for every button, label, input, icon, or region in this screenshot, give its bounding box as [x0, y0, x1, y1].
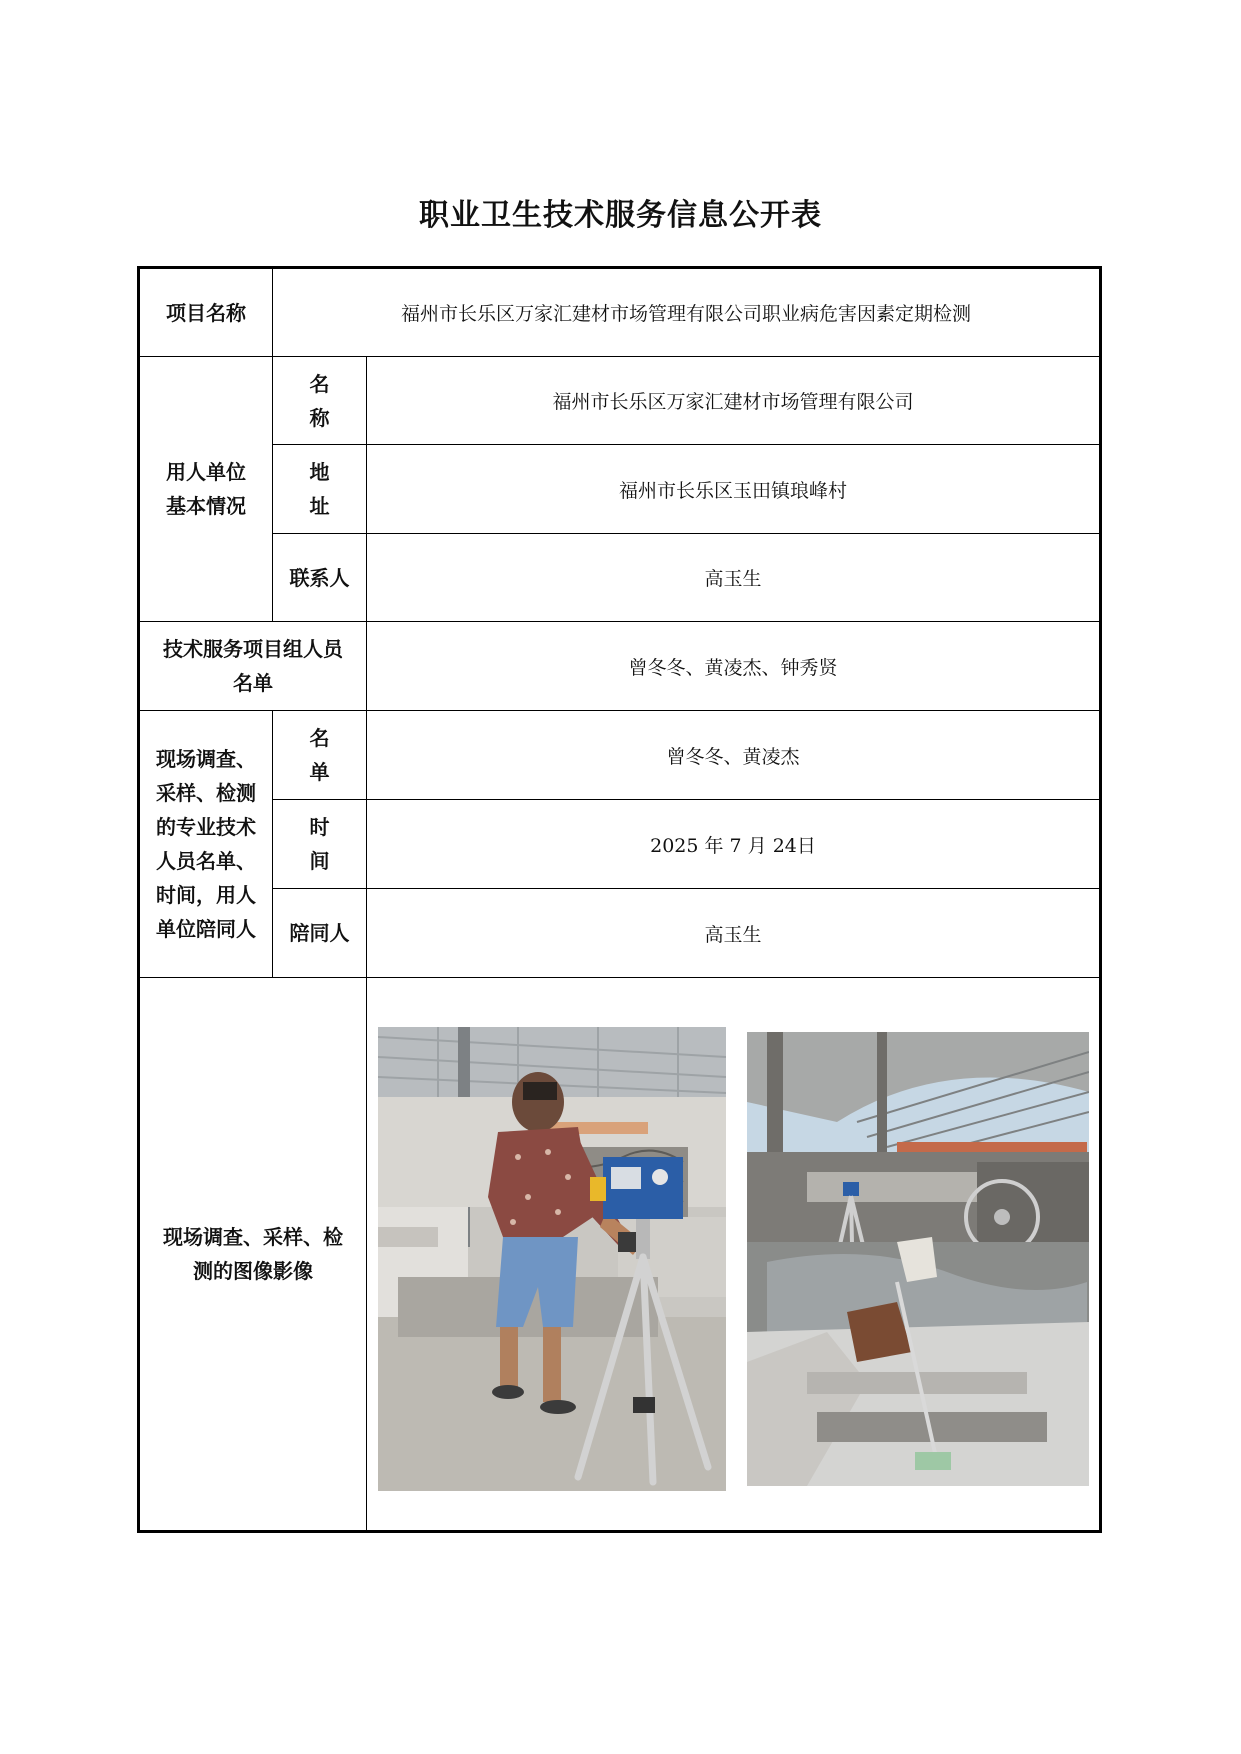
images-label-line2: 测的图像影像	[193, 1259, 313, 1283]
onsite-label-line: 时间，用人	[156, 883, 256, 907]
team-row	[139, 622, 1101, 711]
onsite-list-row	[139, 711, 1101, 800]
team-label	[139, 622, 367, 711]
onsite-list-label: 名单	[273, 711, 367, 800]
employer-label	[139, 357, 273, 622]
employer-contact-row	[139, 534, 1101, 622]
project-row	[139, 268, 1101, 357]
site-photo-workshop-image	[747, 1032, 1089, 1486]
site-photo-sampling	[378, 1027, 726, 1491]
employer-contact-label: 联系人	[273, 534, 367, 622]
onsite-time-value: 2025 年 7 月 24日	[367, 800, 1101, 889]
page-title: 职业卫生技术服务信息公开表	[419, 198, 822, 233]
onsite-label	[139, 711, 273, 978]
onsite-time-row	[139, 800, 1101, 889]
onsite-escort-row	[139, 889, 1101, 978]
info-table	[137, 266, 1102, 1533]
images-row	[139, 978, 1101, 1532]
images-label	[139, 978, 367, 1532]
onsite-label-line: 现场调查、	[156, 747, 256, 771]
employer-contact-value: 高玉生	[367, 534, 1101, 622]
onsite-label-line: 的专业技术	[156, 815, 256, 839]
employer-name-label: 名称	[273, 357, 367, 445]
images-cell	[367, 978, 1101, 1532]
team-value: 曾冬冬、黄凌杰、钟秀贤	[367, 622, 1101, 711]
employer-address-value: 福州市长乐区玉田镇琅峰村	[367, 445, 1101, 534]
images-label-line1: 现场调查、采样、检	[163, 1225, 343, 1249]
photo-gallery	[367, 978, 1099, 1530]
onsite-escort-value: 高玉生	[367, 889, 1101, 978]
employer-label-line2: 基本情况	[166, 494, 246, 518]
employer-address-label: 地址	[273, 445, 367, 534]
employer-name-row	[139, 357, 1101, 445]
employer-label-line1: 用人单位	[166, 460, 246, 484]
onsite-time-label: 时间	[273, 800, 367, 889]
site-photo-sampling-image	[378, 1027, 726, 1491]
team-label-line2: 名单	[233, 671, 273, 695]
project-label: 项目名称	[139, 268, 273, 357]
site-photo-workshop	[747, 1032, 1089, 1486]
employer-name-value: 福州市长乐区万家汇建材市场管理有限公司	[367, 357, 1101, 445]
onsite-label-line: 单位陪同人	[156, 917, 256, 941]
employer-address-row	[139, 445, 1101, 534]
team-label-line1: 技术服务项目组人员	[163, 637, 343, 661]
onsite-escort-label: 陪同人	[273, 889, 367, 978]
onsite-label-line: 采样、检测	[156, 781, 256, 805]
onsite-label-line: 人员名单、	[156, 849, 256, 873]
project-value: 福州市长乐区万家汇建材市场管理有限公司职业病危害因素定期检测	[273, 268, 1101, 357]
onsite-list-value: 曾冬冬、黄凌杰	[367, 711, 1101, 800]
